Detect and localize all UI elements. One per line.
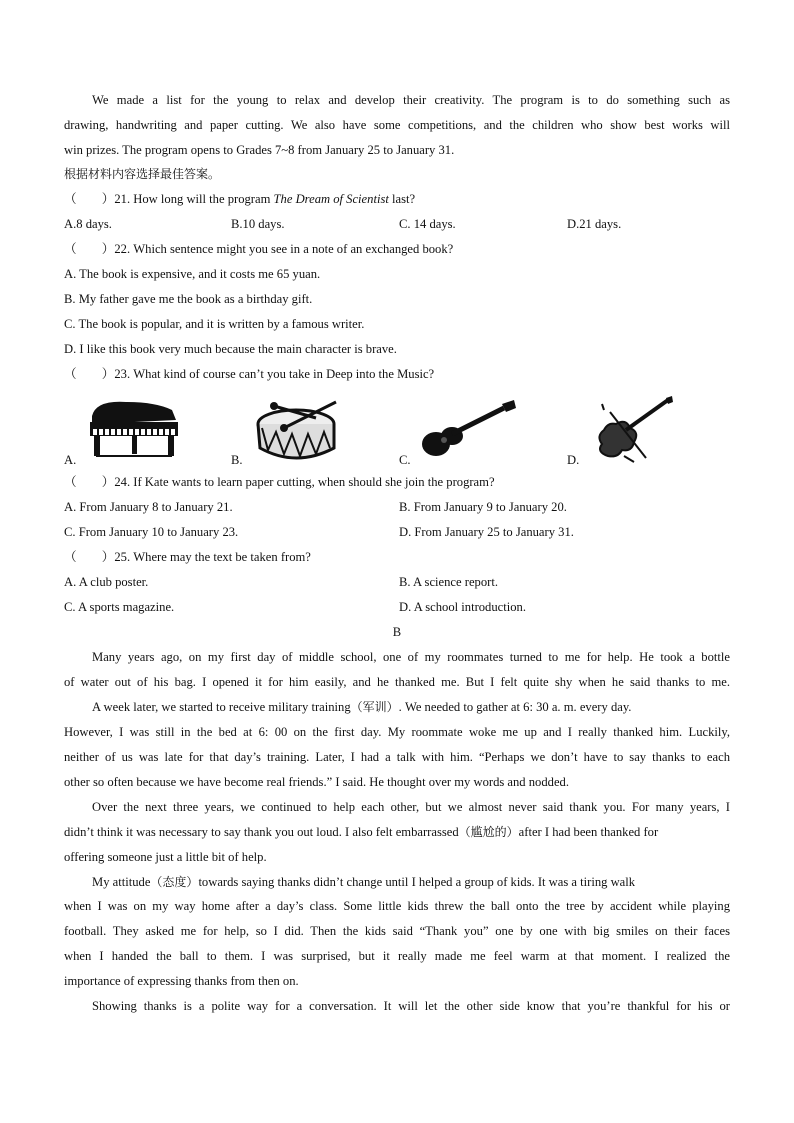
passage-b-line [92,698,631,716]
chinese-gloss: （尴尬的） [458,825,519,839]
passage-a-line: win prizes. The program opens to Grades 7~8 from January 25 to January 31. [64,143,455,157]
passage-b-line [64,823,658,841]
instruction: 根据材料内容选择最佳答案。 [64,167,221,181]
passage-b-line: Over the next three years, we continued to help each other, but we almost never said thank you. For many years, I [92,800,730,814]
q21-option-d: D.21 days. [567,217,622,231]
text-segment: towards saying thanks didn’t change until I helped a group of kids. It was a tiring walk [198,875,636,889]
piano-image [86,396,182,460]
program-title: The Dream of Scientist [273,192,389,206]
question-21 [64,190,415,208]
q23-option-c: C. [399,453,411,467]
text-segment: after I had been thanked for [518,825,659,839]
q21-suffix: last? [388,192,416,206]
chinese-gloss: （军训） [350,700,399,714]
q23-option-a: A. [64,453,77,467]
q24-option-a: A. From January 8 to January 21. [64,500,233,514]
text-segment: . We needed to gather at 6: 30 a. m. every day. [398,700,632,714]
chinese-gloss: （态度） [150,875,199,889]
q22-option-d: D. I like this book very much because the main character is brave. [64,342,397,356]
question-23: （ ）23. What kind of course can’t you take in Deep into the Music? [64,367,435,381]
passage-b-line: when I handed the ball to them. I was surprised, but it really made me feel warm at that moment. I realized the [64,949,730,963]
passage-b-line: Showing thanks is a polite way for a conversation. It will let the other side know that you’re thankful for his or [92,999,730,1013]
q25-option-b: B. A science report. [399,575,498,589]
passage-b-line: when I was on my way home after a day’s class. Some little kids threw the ball onto the tree by accident while playing [64,899,730,913]
passage-a-line: We made a list for the young to relax and develop their creativity. The program is to do something such as [92,93,730,107]
q24-option-d: D. From January 25 to January 31. [399,525,574,539]
guitar-image [418,398,518,462]
q25-option-a: A. A club poster. [64,575,149,589]
q22-option-a: A. The book is expensive, and it costs me 65 yuan. [64,267,321,281]
q22-option-c: C. The book is popular, and it is written by a famous writer. [64,317,365,331]
q24-option-b: B. From January 9 to January 20. [399,500,567,514]
passage-b-line: of water out of his bag. I opened it for him easily, and he thanked me. But I felt quite shy when he said thanks to me. [64,675,730,689]
violin-image [590,396,674,464]
q21-option-b: B.10 days. [231,217,285,231]
passage-b-line: football. They asked me for help, so I did. Then the kids said “Thank you” one by one with big smiles on their faces [64,924,730,938]
question-22: （ ）22. Which sentence might you see in a note of an exchanged book? [64,242,454,256]
passage-b-line: Many years ago, on my first day of middle school, one of my roommates turned to me for help. He took a bottle [92,650,730,664]
question-24: （ ）24. If Kate wants to learn paper cutting, when should she join the program? [64,475,495,489]
text-segment: didn’t think it was necessary to say thank you out loud. I also felt embarrassed [64,825,459,839]
passage-b-line: offering someone just a little bit of help. [64,850,267,864]
q25-option-d: D. A school introduction. [399,600,526,614]
q23-option-d: D. [567,453,580,467]
section-heading: B [392,625,402,639]
text-segment: My attitude [92,875,151,889]
q23-option-b: B. [231,453,243,467]
q21-option-c: C. 14 days. [399,217,456,231]
q25-option-c: C. A sports magazine. [64,600,175,614]
passage-b-line [92,873,635,891]
q21-prefix: （ ）21. How long will the program [64,192,274,206]
passage-a-line: drawing, handwriting and paper cutting. We also have some competitions, and the children who show best works will [64,118,730,132]
passage-b-line: neither of us was late for that day’s training. Later, I had a talk with him. “Perhaps we don’t have to say thanks to each [64,750,730,764]
passage-b-line: other so often because we have become real friends.” I said. He thought over my words and nodded. [64,775,569,789]
text-segment: A week later, we started to receive military training [92,700,351,714]
question-25: （ ）25. Where may the text be taken from? [64,550,311,564]
drum-image [254,398,344,464]
q24-option-c: C. From January 10 to January 23. [64,525,239,539]
q21-option-a: A.8 days. [64,217,112,231]
passage-b-line: However, I was still in the bed at 6: 00 on the first day. My roommate woke me up and I really thanked him. Luckily, [64,725,730,739]
q22-option-b: B. My father gave me the book as a birthday gift. [64,292,313,306]
passage-b-line: importance of expressing thanks from then on. [64,974,299,988]
